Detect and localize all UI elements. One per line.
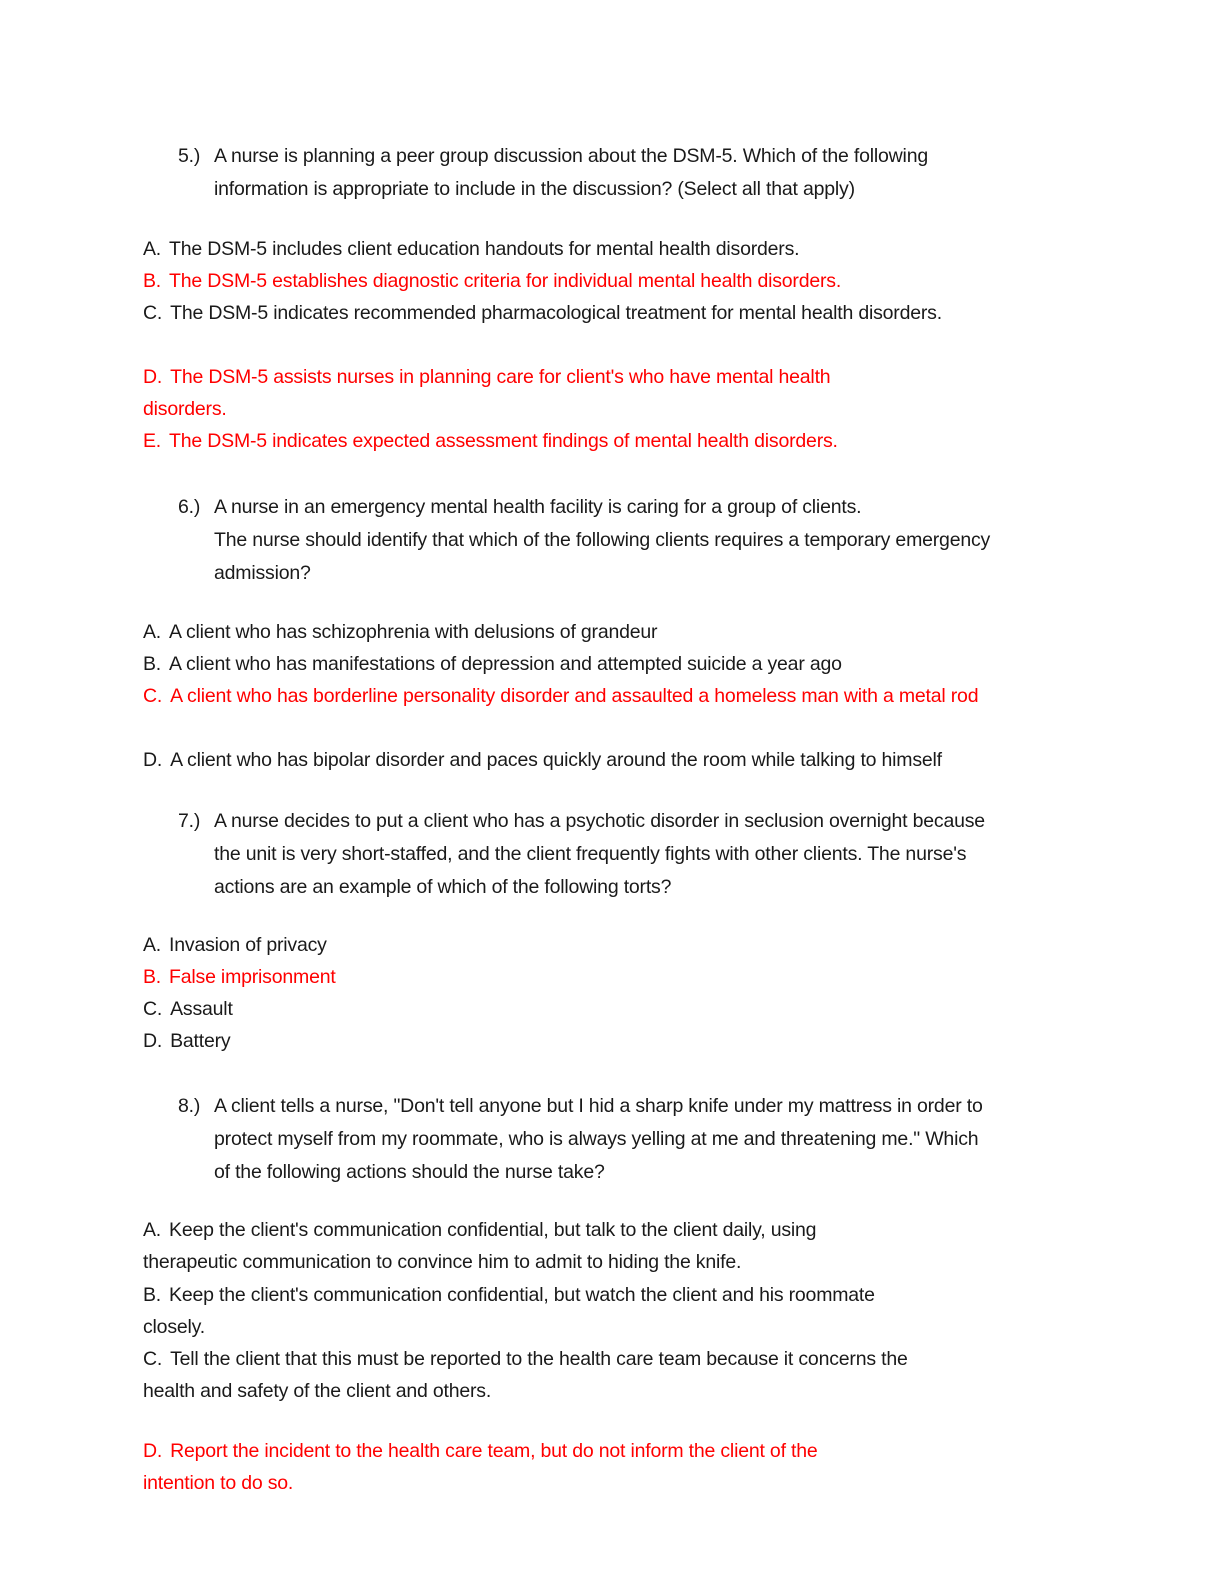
question-number: 7.): [178, 810, 201, 832]
option-5a: [143, 233, 963, 265]
option-text: The DSM-5 includes client education handouts for mental health disorders.: [169, 238, 800, 260]
option-letter: D.: [143, 366, 163, 388]
option-7a: [143, 929, 963, 961]
question-stem: [214, 140, 1058, 206]
stem-line: A nurse decides to put a client who has a psychotic disorder in seclusion overnight because: [214, 810, 985, 832]
option-letter: B.: [143, 1284, 162, 1306]
option-text: A client who has bipolar disorder and paces quickly around the room while talking to himself: [170, 749, 942, 771]
stem-line: A client tells a nurse, "Don't tell anyone but I hid a sharp knife under my mattress in order to: [214, 1095, 983, 1117]
option-6b: [143, 648, 963, 680]
option-text: False imprisonment: [169, 966, 336, 988]
option-letter: C.: [143, 998, 163, 1020]
option-7d: [143, 1025, 963, 1057]
question-number: 5.): [178, 145, 201, 167]
option-text: Keep the client's communication confidential, but talk to the client daily, using therapeutic communication to convince him to admit to hiding the knife.: [143, 1219, 817, 1273]
option-text: The DSM-5 indicates recommended pharmacological treatment for mental health disorders.: [170, 302, 942, 324]
option-letter: D.: [143, 1440, 163, 1462]
option-text: The DSM-5 assists nurses in planning care for client's who have mental health disorders.: [143, 366, 831, 420]
option-text: Keep the client's communication confidential, but watch the client and his roommate closely.: [143, 1284, 875, 1338]
question-5: [178, 140, 1058, 206]
question-stem: [214, 1090, 1058, 1189]
stem-line: of the following actions should the nurse take?: [214, 1161, 605, 1183]
option-text: A client who has borderline personality disorder and assaulted a homeless man with a metal rod: [170, 685, 979, 707]
option-text: Assault: [170, 998, 233, 1020]
stem-line: The nurse should identify that which of the following clients requires a temporary emergency: [214, 529, 991, 551]
option-5b-correct: [143, 265, 963, 297]
stem-line: information is appropriate to include in the discussion? (Select all that apply): [214, 178, 855, 200]
option-letter: A.: [143, 621, 162, 643]
stem-line: the unit is very short-staffed, and the client frequently fights with other clients. The nurse's: [214, 843, 967, 865]
question-8: [178, 1090, 1058, 1189]
stem-line: A nurse is planning a peer group discussion about the DSM-5. Which of the following: [214, 145, 928, 167]
stem-line: actions are an example of which of the following torts?: [214, 876, 672, 898]
option-5e-correct: [143, 425, 963, 457]
option-letter: E.: [143, 430, 162, 452]
question-number: 8.): [178, 1095, 201, 1117]
option-letter: C.: [143, 1348, 163, 1370]
option-letter: C.: [143, 302, 163, 324]
option-text: Report the incident to the health care team, but do not inform the client of the intention to do so.: [143, 1440, 818, 1494]
option-8c: [143, 1343, 953, 1407]
option-text: A client who has manifestations of depression and attempted suicide a year ago: [169, 653, 842, 675]
question-stem: [214, 491, 1058, 590]
question-7: [178, 805, 1058, 904]
option-text: Tell the client that this must be reported to the health care team because it concerns the health and safety of the client and others.: [143, 1348, 908, 1402]
option-8a: [143, 1214, 883, 1278]
option-6c-correct: [143, 680, 993, 712]
option-5c: [143, 297, 949, 329]
option-text: Battery: [170, 1030, 231, 1052]
option-text: The DSM-5 indicates expected assessment findings of mental health disorders.: [169, 430, 838, 452]
option-text: The DSM-5 establishes diagnostic criteria for individual mental health disorders.: [169, 270, 842, 292]
question-number: 6.): [178, 496, 201, 518]
option-7b-correct: [143, 961, 963, 993]
question-stem: [214, 805, 1058, 904]
option-8d-correct: [143, 1435, 873, 1499]
option-8b: [143, 1279, 933, 1343]
option-letter: D.: [143, 749, 163, 771]
option-letter: D.: [143, 1030, 163, 1052]
stem-line: A nurse in an emergency mental health facility is caring for a group of clients.: [214, 496, 862, 518]
option-letter: B.: [143, 653, 162, 675]
option-text: Invasion of privacy: [169, 934, 327, 956]
option-text: A client who has schizophrenia with delusions of grandeur: [169, 621, 658, 643]
option-5d-correct: [143, 361, 868, 425]
option-6a: [143, 616, 963, 648]
option-letter: B.: [143, 966, 162, 988]
question-6: [178, 491, 1058, 590]
option-letter: A.: [143, 238, 162, 260]
option-letter: A.: [143, 934, 162, 956]
stem-line: admission?: [214, 562, 311, 584]
option-6d: [143, 744, 1043, 776]
option-letter: B.: [143, 270, 162, 292]
option-letter: C.: [143, 685, 163, 707]
option-letter: A.: [143, 1219, 162, 1241]
option-7c: [143, 993, 963, 1025]
stem-line: protect myself from my roommate, who is always yelling at me and threatening me." Which: [214, 1128, 979, 1150]
